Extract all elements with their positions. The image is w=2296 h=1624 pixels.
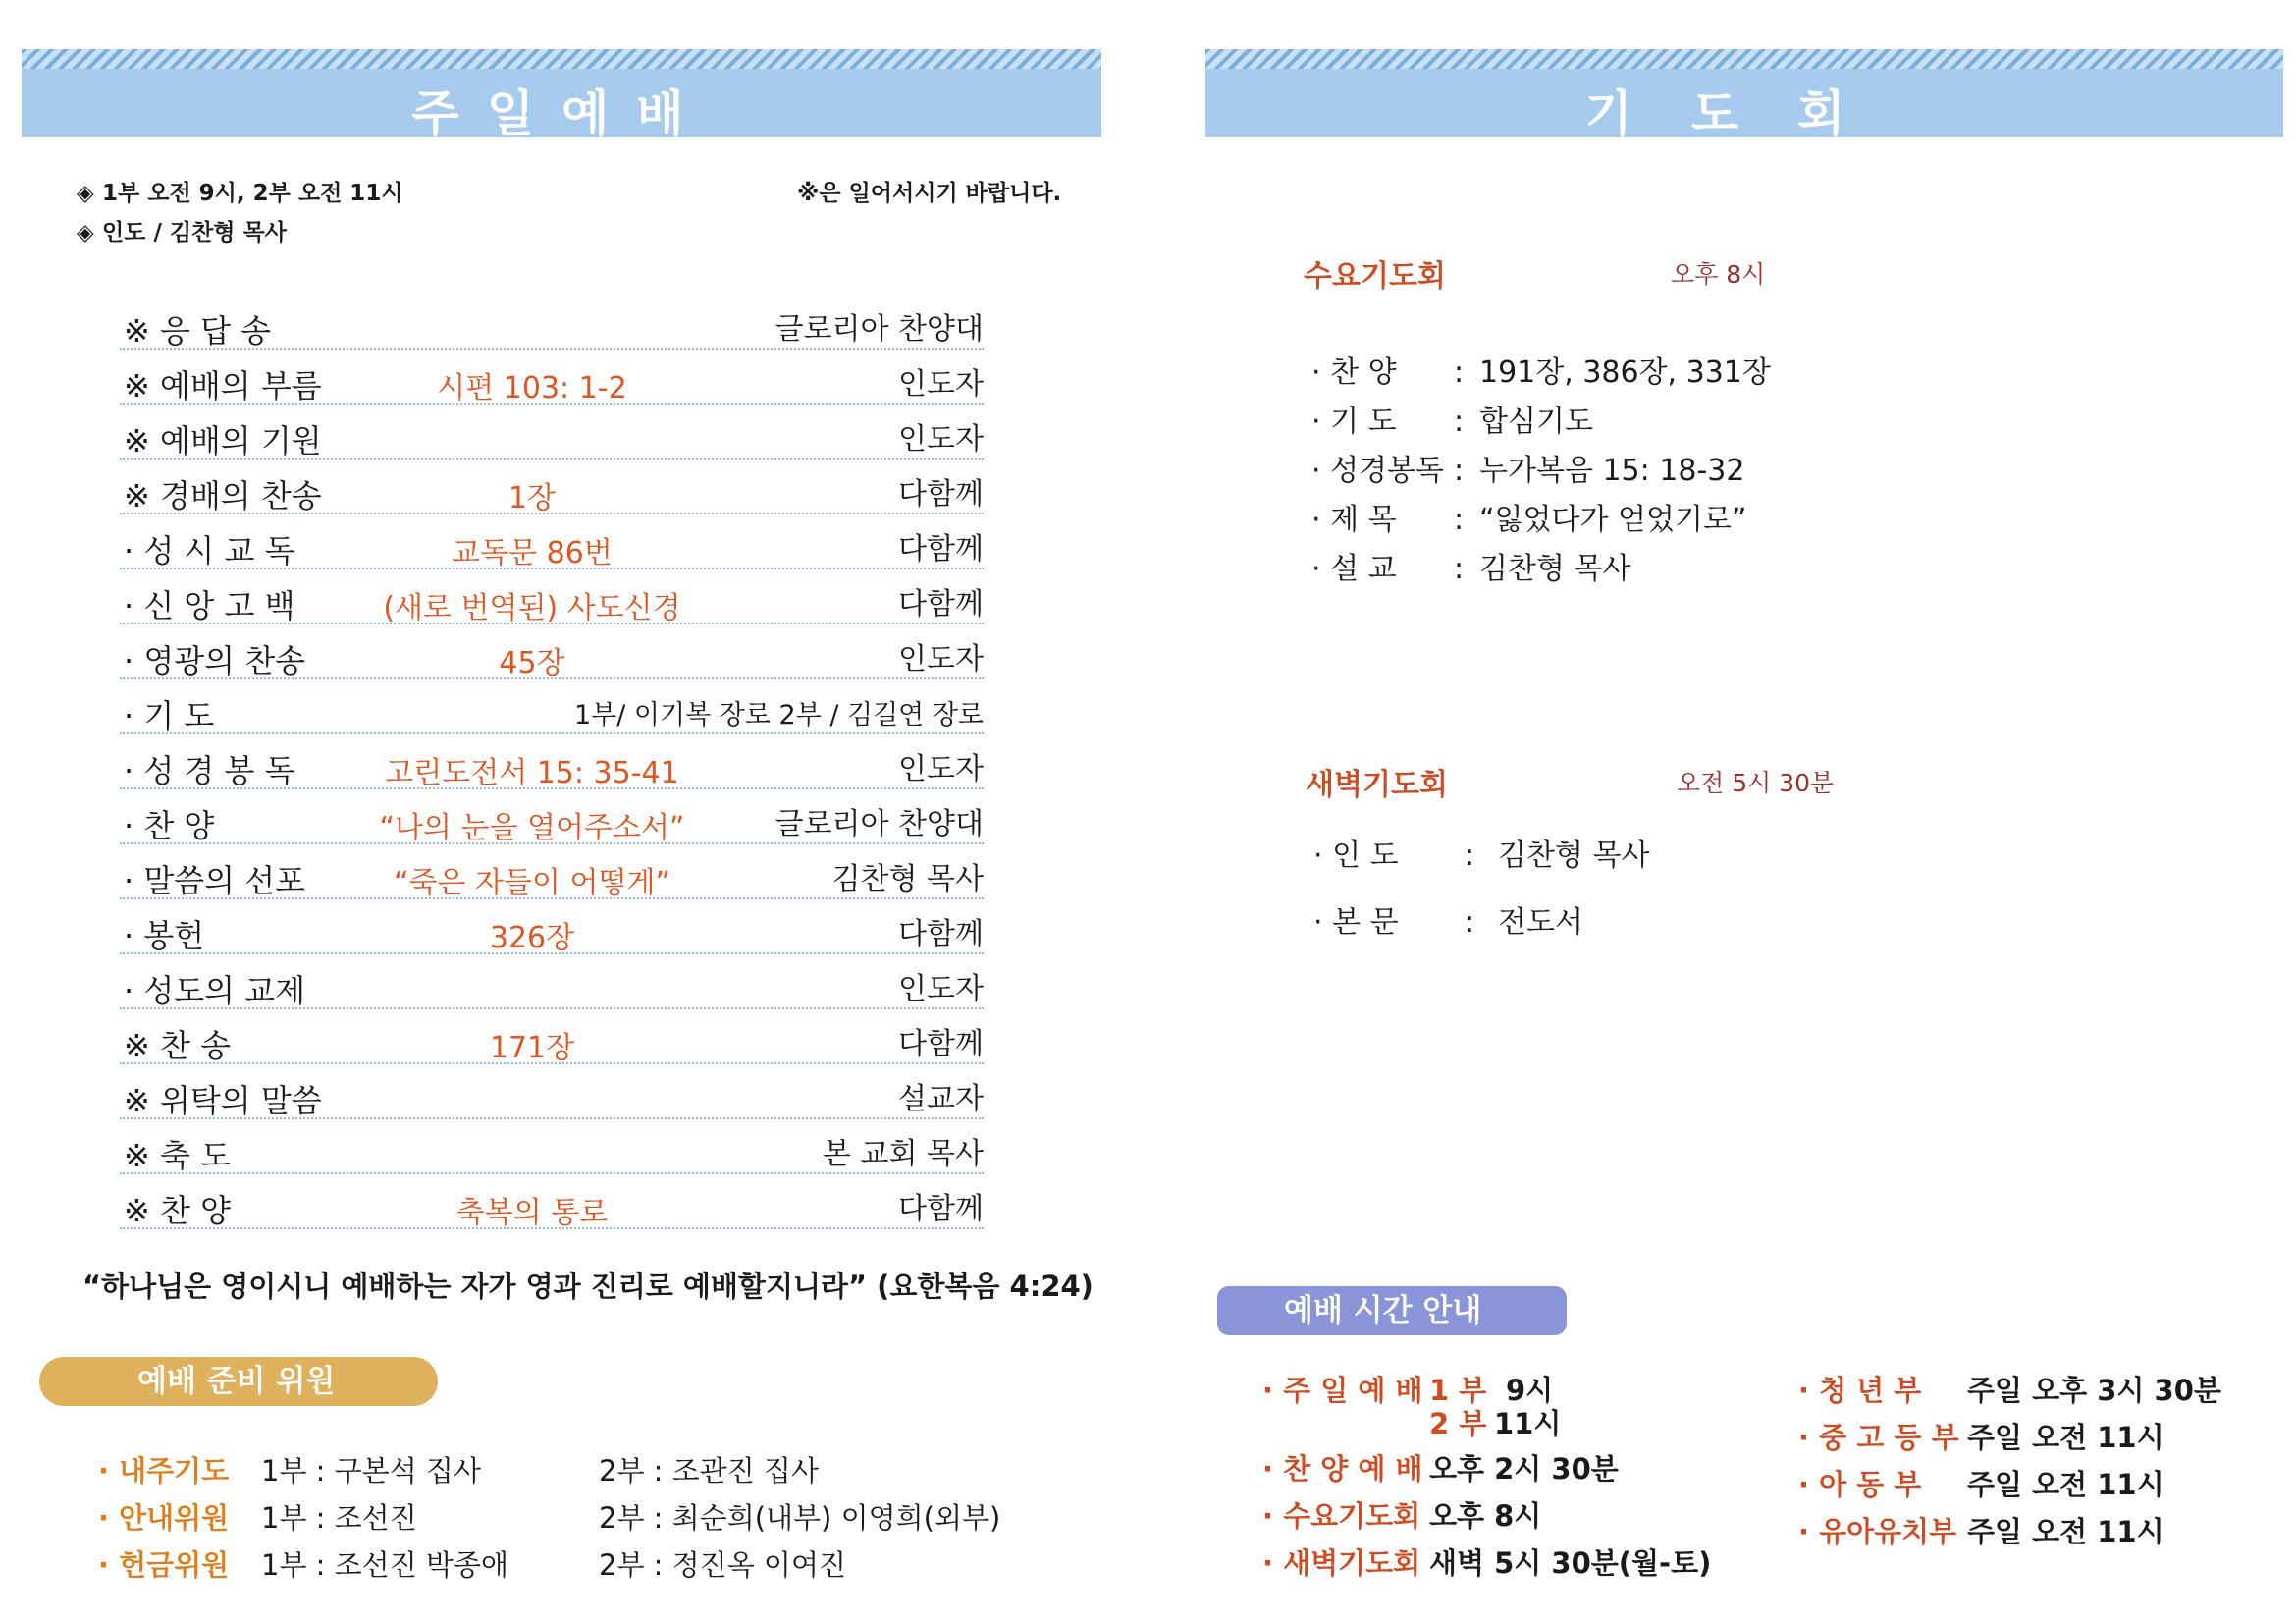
sunday-service-banner: [22, 49, 1101, 142]
time-value: 주일 오전 11시: [1967, 1515, 2164, 1548]
order-name: · 찬 양: [124, 807, 215, 844]
time-value2: 11시: [1494, 1407, 1562, 1440]
order-name: · 말씀의 선포: [124, 862, 306, 899]
committee-row-ushers: [98, 1496, 1000, 1537]
wednesday-item: [1311, 348, 1771, 391]
dawn-item: [1313, 897, 1583, 941]
order-name: · 성 경 봉 독: [124, 752, 295, 789]
order-row: [120, 569, 984, 624]
order-leader: 김찬형 목사: [831, 862, 984, 896]
order-detail: 326장: [489, 921, 575, 955]
time-label: · 새벽기도회: [1262, 1546, 1421, 1580]
item-key: · 제 목: [1311, 503, 1397, 537]
diamond-icon: ◈: [77, 181, 94, 206]
order-of-worship: [120, 295, 984, 1229]
time-label: · 수요기도회: [1262, 1499, 1421, 1533]
time-value1: 9시: [1506, 1374, 1554, 1407]
order-name: · 영광의 찬송: [124, 642, 306, 679]
committee-title: 예배 준비 위원: [137, 1364, 336, 1399]
time-part2: 2 부: [1429, 1407, 1487, 1440]
wednesday-item: [1311, 446, 1744, 489]
committee-part2: 2부 : 조관진 집사: [599, 1454, 819, 1488]
time-row-preschool: [1798, 1510, 2164, 1550]
order-leader: 인도자: [898, 972, 984, 1006]
committee-part2: 2부 : 최순희(내부) 이영희(외부): [599, 1501, 1001, 1535]
wednesday-prayer-time: 오후 8시: [1671, 260, 1766, 289]
order-detail: 시편 103: 1-2: [437, 371, 627, 406]
order-leader: 1부/ 이기복 장로 2부 / 김길연 장로: [573, 700, 984, 731]
order-name: ※ 찬 양: [124, 1192, 231, 1229]
committee-part2: 2부 : 정진옥 이여진: [599, 1548, 846, 1582]
order-row: [120, 514, 984, 569]
committee-title-pill: [39, 1357, 438, 1406]
time-row-praise: [1262, 1447, 1619, 1488]
committee-label: · 헌금위원: [98, 1548, 230, 1582]
time-row-sunday-2: [1429, 1402, 1561, 1442]
item-value: “잃었다가 얻었기로”: [1479, 503, 1747, 537]
order-row: [120, 1064, 984, 1119]
order-leader: 본 교회 목사: [823, 1137, 984, 1171]
item-key: · 찬 양: [1311, 355, 1397, 390]
item-colon: :: [1454, 405, 1465, 439]
time-value: 오후 8시: [1429, 1499, 1542, 1533]
order-row: [120, 734, 984, 789]
order-leader: 다함께: [898, 917, 984, 951]
item-key: · 성경봉독: [1311, 454, 1444, 488]
wednesday-item: [1311, 397, 1593, 440]
order-row: [120, 624, 984, 679]
item-colon: :: [1454, 454, 1465, 488]
order-name: ※ 축 도: [124, 1137, 231, 1174]
service-schedule-line: ◈ 1부 오전 9시, 2부 오전 11시: [77, 181, 403, 206]
time-row-wednesday: [1262, 1494, 1541, 1535]
time-value: 오후 2시 30분: [1429, 1452, 1619, 1486]
order-leader: 설교자: [898, 1082, 984, 1116]
order-leader: 다함께: [898, 1027, 984, 1061]
dawn-prayer-time: 오전 5시 30분: [1677, 769, 1835, 797]
order-row: [120, 1119, 984, 1174]
order-detail: 고린도전서 15: 35-41: [385, 756, 679, 790]
time-label: · 아 동 부: [1798, 1468, 1922, 1501]
leader-line: ◈ 인도 / 김찬형 목사: [77, 220, 287, 245]
standing-note: ※은 일어서시기 바랍니다.: [797, 181, 1062, 206]
order-detail: “죽은 자들이 어떻게”: [394, 866, 670, 900]
time-row-youth: [1798, 1369, 2221, 1409]
order-leader: 다함께: [898, 1192, 984, 1226]
order-leader: 글로리아 찬양대: [774, 807, 984, 841]
item-colon: :: [1465, 839, 1475, 873]
committee-part1: 1부 : 조선진 박종애: [261, 1548, 508, 1582]
item-key: · 본 문: [1313, 905, 1399, 940]
order-detail: 171장: [489, 1031, 575, 1065]
order-leader: 인도자: [898, 642, 984, 677]
diamond-icon: ◈: [77, 220, 94, 245]
order-row: [120, 899, 984, 954]
time-label: · 주 일 예 배: [1262, 1374, 1423, 1407]
item-key: · 기 도: [1311, 405, 1397, 439]
dawn-prayer-title: 새벽기도회: [1306, 768, 1448, 802]
dawn-item: [1313, 831, 1649, 874]
item-colon: :: [1454, 503, 1465, 537]
order-name: · 기 도: [124, 697, 215, 734]
order-name: · 신 앙 고 백: [124, 587, 295, 624]
service-times-title: 예배 시간 안내: [1284, 1293, 1482, 1328]
order-name: ※ 찬 송: [124, 1027, 231, 1064]
time-value: 새벽 5시 30분(월-토): [1429, 1546, 1712, 1580]
time-value: 주일 오전 11시: [1967, 1421, 2164, 1454]
order-leader: 다함께: [898, 532, 984, 567]
prayer-meeting-banner: [1205, 49, 2283, 142]
order-detail: 45장: [499, 646, 565, 680]
wednesday-item: [1311, 495, 1746, 538]
order-name: ※ 예배의 기원: [124, 422, 322, 460]
item-colon: :: [1454, 355, 1465, 390]
order-row: [120, 295, 984, 350]
item-colon: :: [1465, 905, 1475, 940]
time-value: 주일 오후 3시 30분: [1967, 1374, 2221, 1407]
time-label: · 청 년 부: [1798, 1374, 1922, 1407]
time-row-dawn: [1262, 1542, 1711, 1582]
order-name: · 성도의 교제: [124, 972, 306, 1009]
order-name: ※ 경배의 찬송: [124, 477, 322, 514]
order-name: ※ 예배의 부름: [124, 367, 322, 405]
item-value: 191장, 386장, 331장: [1479, 355, 1771, 390]
order-row: [120, 350, 984, 405]
time-label: · 유아유치부: [1798, 1515, 1957, 1548]
order-detail: 1장: [507, 481, 557, 515]
item-colon: :: [1454, 552, 1465, 586]
time-value: 주일 오전 11시: [1967, 1468, 2164, 1501]
committee-label: · 내주기도: [98, 1454, 230, 1488]
item-value: 합심기도: [1479, 405, 1593, 439]
order-detail: (새로 번역된) 사도신경: [383, 591, 681, 625]
order-leader: 인도자: [898, 422, 984, 457]
banner-stripe: [22, 49, 1101, 69]
item-value: 김찬형 목사: [1498, 839, 1650, 873]
committee-part1: 1부 : 조선진: [261, 1501, 417, 1535]
order-name: · 성 시 교 독: [124, 532, 295, 569]
item-value: 김찬형 목사: [1479, 552, 1631, 586]
time-label: · 중 고 등 부: [1798, 1421, 1959, 1454]
order-name: · 봉헌: [124, 917, 205, 954]
order-leader: 인도자: [898, 367, 984, 402]
order-leader: 글로리아 찬양대: [774, 312, 984, 347]
order-row: [120, 844, 984, 899]
wednesday-prayer-title: 수요기도회: [1304, 259, 1446, 294]
item-value: 누가복음 15: 18-32: [1479, 454, 1745, 488]
order-row: [120, 405, 984, 460]
bible-verse: “하나님은 영이시니 예배하는 자가 영과 진리로 예배할지니라” (요한복음 4:24): [82, 1270, 1094, 1303]
item-key: · 설 교: [1311, 552, 1397, 586]
sunday-service-title: 주일예배: [411, 85, 712, 142]
committee-row-prayer: [98, 1449, 819, 1489]
order-leader: 다함께: [898, 477, 984, 512]
committee-row-offering: [98, 1543, 846, 1584]
order-detail: 교독문 86번: [452, 536, 613, 570]
time-part1: 1 부: [1429, 1374, 1487, 1407]
order-leader: 다함께: [898, 587, 984, 622]
committee-label: · 안내위원: [98, 1501, 230, 1535]
prayer-meeting-title: 기도회: [1584, 85, 1904, 142]
order-row: [120, 1009, 984, 1064]
order-detail: “나의 눈을 열어주소서”: [379, 811, 685, 845]
time-row-secondary: [1798, 1416, 2164, 1456]
time-label: · 찬 양 예 배: [1262, 1452, 1423, 1486]
order-row: [120, 460, 984, 514]
committee-part1: 1부 : 구본석 집사: [261, 1454, 481, 1488]
item-key: · 인 도: [1313, 839, 1399, 873]
order-row: [120, 954, 984, 1009]
order-row: [120, 1174, 984, 1229]
order-detail: 축복의 통로: [455, 1196, 609, 1230]
banner-stripe: [1205, 49, 2283, 69]
order-leader: 인도자: [898, 752, 984, 786]
order-name: ※ 응 답 송: [124, 312, 272, 350]
time-row-children: [1798, 1463, 2164, 1503]
order-row: [120, 789, 984, 844]
order-name: ※ 위탁의 말씀: [124, 1082, 322, 1119]
service-times-title-pill: [1217, 1286, 1567, 1335]
item-value: 전도서: [1498, 905, 1583, 940]
order-row: [120, 679, 984, 734]
wednesday-item: [1311, 544, 1630, 587]
